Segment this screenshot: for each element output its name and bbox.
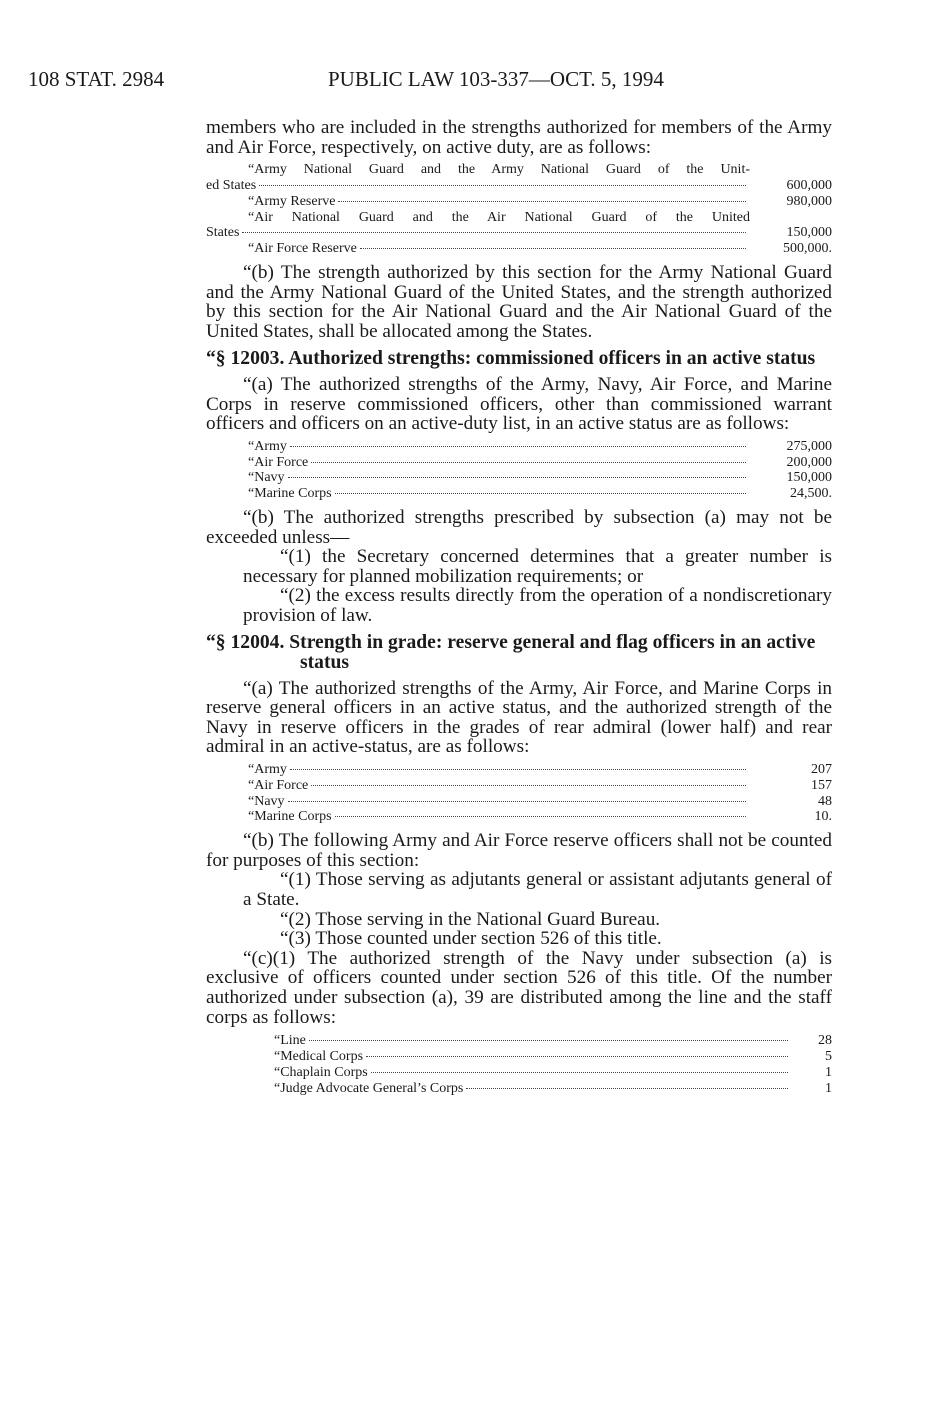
paragraph-a-commissioned: “(a) The authorized strengths of the Army, Navy, Air Force, and Marine Corps in reserve commissioned officers, other than commissioned warrant officers and officers on an active-duty list, in an active status are as follows: bbox=[206, 373, 832, 435]
table-general-officers bbox=[206, 762, 832, 825]
row-label: “Line bbox=[274, 1033, 306, 1049]
row-label: “Army bbox=[248, 762, 287, 778]
row-value: 200,000 bbox=[786, 454, 832, 470]
row-label: “Air Force Reserve bbox=[248, 241, 357, 257]
row-value: 5 bbox=[825, 1048, 832, 1064]
table-row bbox=[206, 778, 832, 794]
paragraph-2-guard-bureau: “(2) Those serving in the National Guard Bureau. bbox=[280, 908, 661, 930]
row-value: 207 bbox=[811, 762, 832, 778]
table-row bbox=[206, 794, 832, 810]
document-body bbox=[206, 118, 832, 1100]
table-row bbox=[206, 194, 832, 210]
row-label-top: “Army National Guard and the Army National Guard of the Unit- bbox=[248, 162, 750, 178]
table-row bbox=[206, 455, 832, 471]
row-value: 1 bbox=[825, 1064, 832, 1080]
paragraph-c1-navy: “(c)(1) The authorized strength of the Navy under subsection (a) is exclusive of officers counted under section 526 of this title. Of the number authorized under subsection (a), 39 are distributed among the line and the staff corps as follows: bbox=[206, 947, 832, 1028]
row-label-bottom: ed States bbox=[206, 177, 257, 193]
row-label-bottom: States bbox=[206, 225, 240, 241]
paragraph-3-section-526: “(3) Those counted under section 526 of this title. bbox=[280, 928, 662, 950]
row-label: “Army bbox=[248, 438, 287, 454]
row-label: “Navy bbox=[248, 470, 285, 486]
row-value: 980,000 bbox=[786, 193, 832, 209]
row-value: 500,000. bbox=[783, 241, 832, 257]
row-value: 48 bbox=[818, 793, 832, 809]
row-value: 28 bbox=[818, 1033, 832, 1049]
row-label: “Medical Corps bbox=[274, 1048, 364, 1064]
paragraph-continuation: members who are included in the strengths authorized for members of the Army and Air Force, respectively, on active duty, are as follows: bbox=[206, 117, 832, 158]
section-heading-12003: “§ 12003. Authorized strengths: commissioned officers in an active status bbox=[206, 348, 816, 370]
row-value: 150,000 bbox=[786, 225, 832, 241]
row-label: “Air Force bbox=[248, 777, 309, 793]
statute-page-number: 108 STAT. 2984 bbox=[28, 67, 165, 91]
row-label: “Army Reserve bbox=[248, 193, 336, 209]
row-value: 24,500. bbox=[790, 486, 832, 502]
table-row bbox=[206, 162, 832, 194]
table-row bbox=[206, 439, 832, 455]
table-row bbox=[206, 210, 832, 242]
row-label: “Navy bbox=[248, 793, 285, 809]
row-value: 275,000 bbox=[786, 438, 832, 454]
public-law-citation: PUBLIC LAW 103-337—OCT. 5, 1994 bbox=[328, 67, 664, 91]
row-value: 1 bbox=[825, 1080, 832, 1096]
row-value: 600,000 bbox=[786, 177, 832, 193]
row-value: 10. bbox=[814, 809, 832, 825]
paragraph-b-allocation: “(b) The strength authorized by this section for the Army National Guard and the Army National Guard of the United States, and the strength authorized by this section for the Air National Guard and the Air National Guard of the United States, shall be allocated among the States. bbox=[206, 261, 832, 342]
row-value: 150,000 bbox=[786, 470, 832, 486]
table-commissioned-officers bbox=[206, 439, 832, 502]
table-row bbox=[232, 1033, 832, 1049]
row-value: 157 bbox=[811, 777, 832, 793]
table-navy-corps bbox=[232, 1033, 832, 1096]
table-row bbox=[206, 241, 832, 257]
table-row bbox=[232, 1065, 832, 1081]
paragraph-b-not-counted: “(b) The following Army and Air Force reserve officers shall not be counted for purposes of this section: bbox=[206, 830, 832, 871]
paragraph-a-general-officers: “(a) The authorized strengths of the Army, Air Force, and Marine Corps in reserve general officers in an active status, and the authorized strength of the Navy in reserve officers in the grades of rear admiral (lower half) and rear admiral in an active-status, are as follows: bbox=[206, 677, 832, 758]
table-row bbox=[206, 486, 832, 502]
row-label-top: “Air National Guard and the Air National Guard of the United bbox=[248, 209, 750, 225]
row-label: “Judge Advocate General’s Corps bbox=[274, 1080, 464, 1096]
table-row bbox=[232, 1081, 832, 1097]
paragraph-2-excess: “(2) the excess results directly from the operation of a nondiscretionary provision of law. bbox=[243, 585, 832, 626]
row-label: “Marine Corps bbox=[248, 809, 332, 825]
table-row bbox=[206, 762, 832, 778]
section-heading-12004: “§ 12004. Strength in grade: reserve general and flag officers in an active status bbox=[206, 632, 816, 674]
row-label: “Marine Corps bbox=[248, 486, 332, 502]
table-active-duty-strengths bbox=[206, 162, 832, 257]
paragraph-b-exceeded: “(b) The authorized strengths prescribed by subsection (a) may not be exceeded unless— bbox=[206, 506, 832, 548]
paragraph-1-secretary: “(1) the Secretary concerned determines that a greater number is necessary for planned mobilization requirements; or bbox=[243, 546, 832, 587]
table-row bbox=[206, 809, 832, 825]
table-row bbox=[206, 470, 832, 486]
paragraph-1-adjutants: “(1) Those serving as adjutants general or assistant adjutants general of a State. bbox=[243, 869, 832, 910]
row-label: “Air Force bbox=[248, 454, 309, 470]
table-row bbox=[232, 1049, 832, 1065]
row-label: “Chaplain Corps bbox=[274, 1064, 368, 1080]
